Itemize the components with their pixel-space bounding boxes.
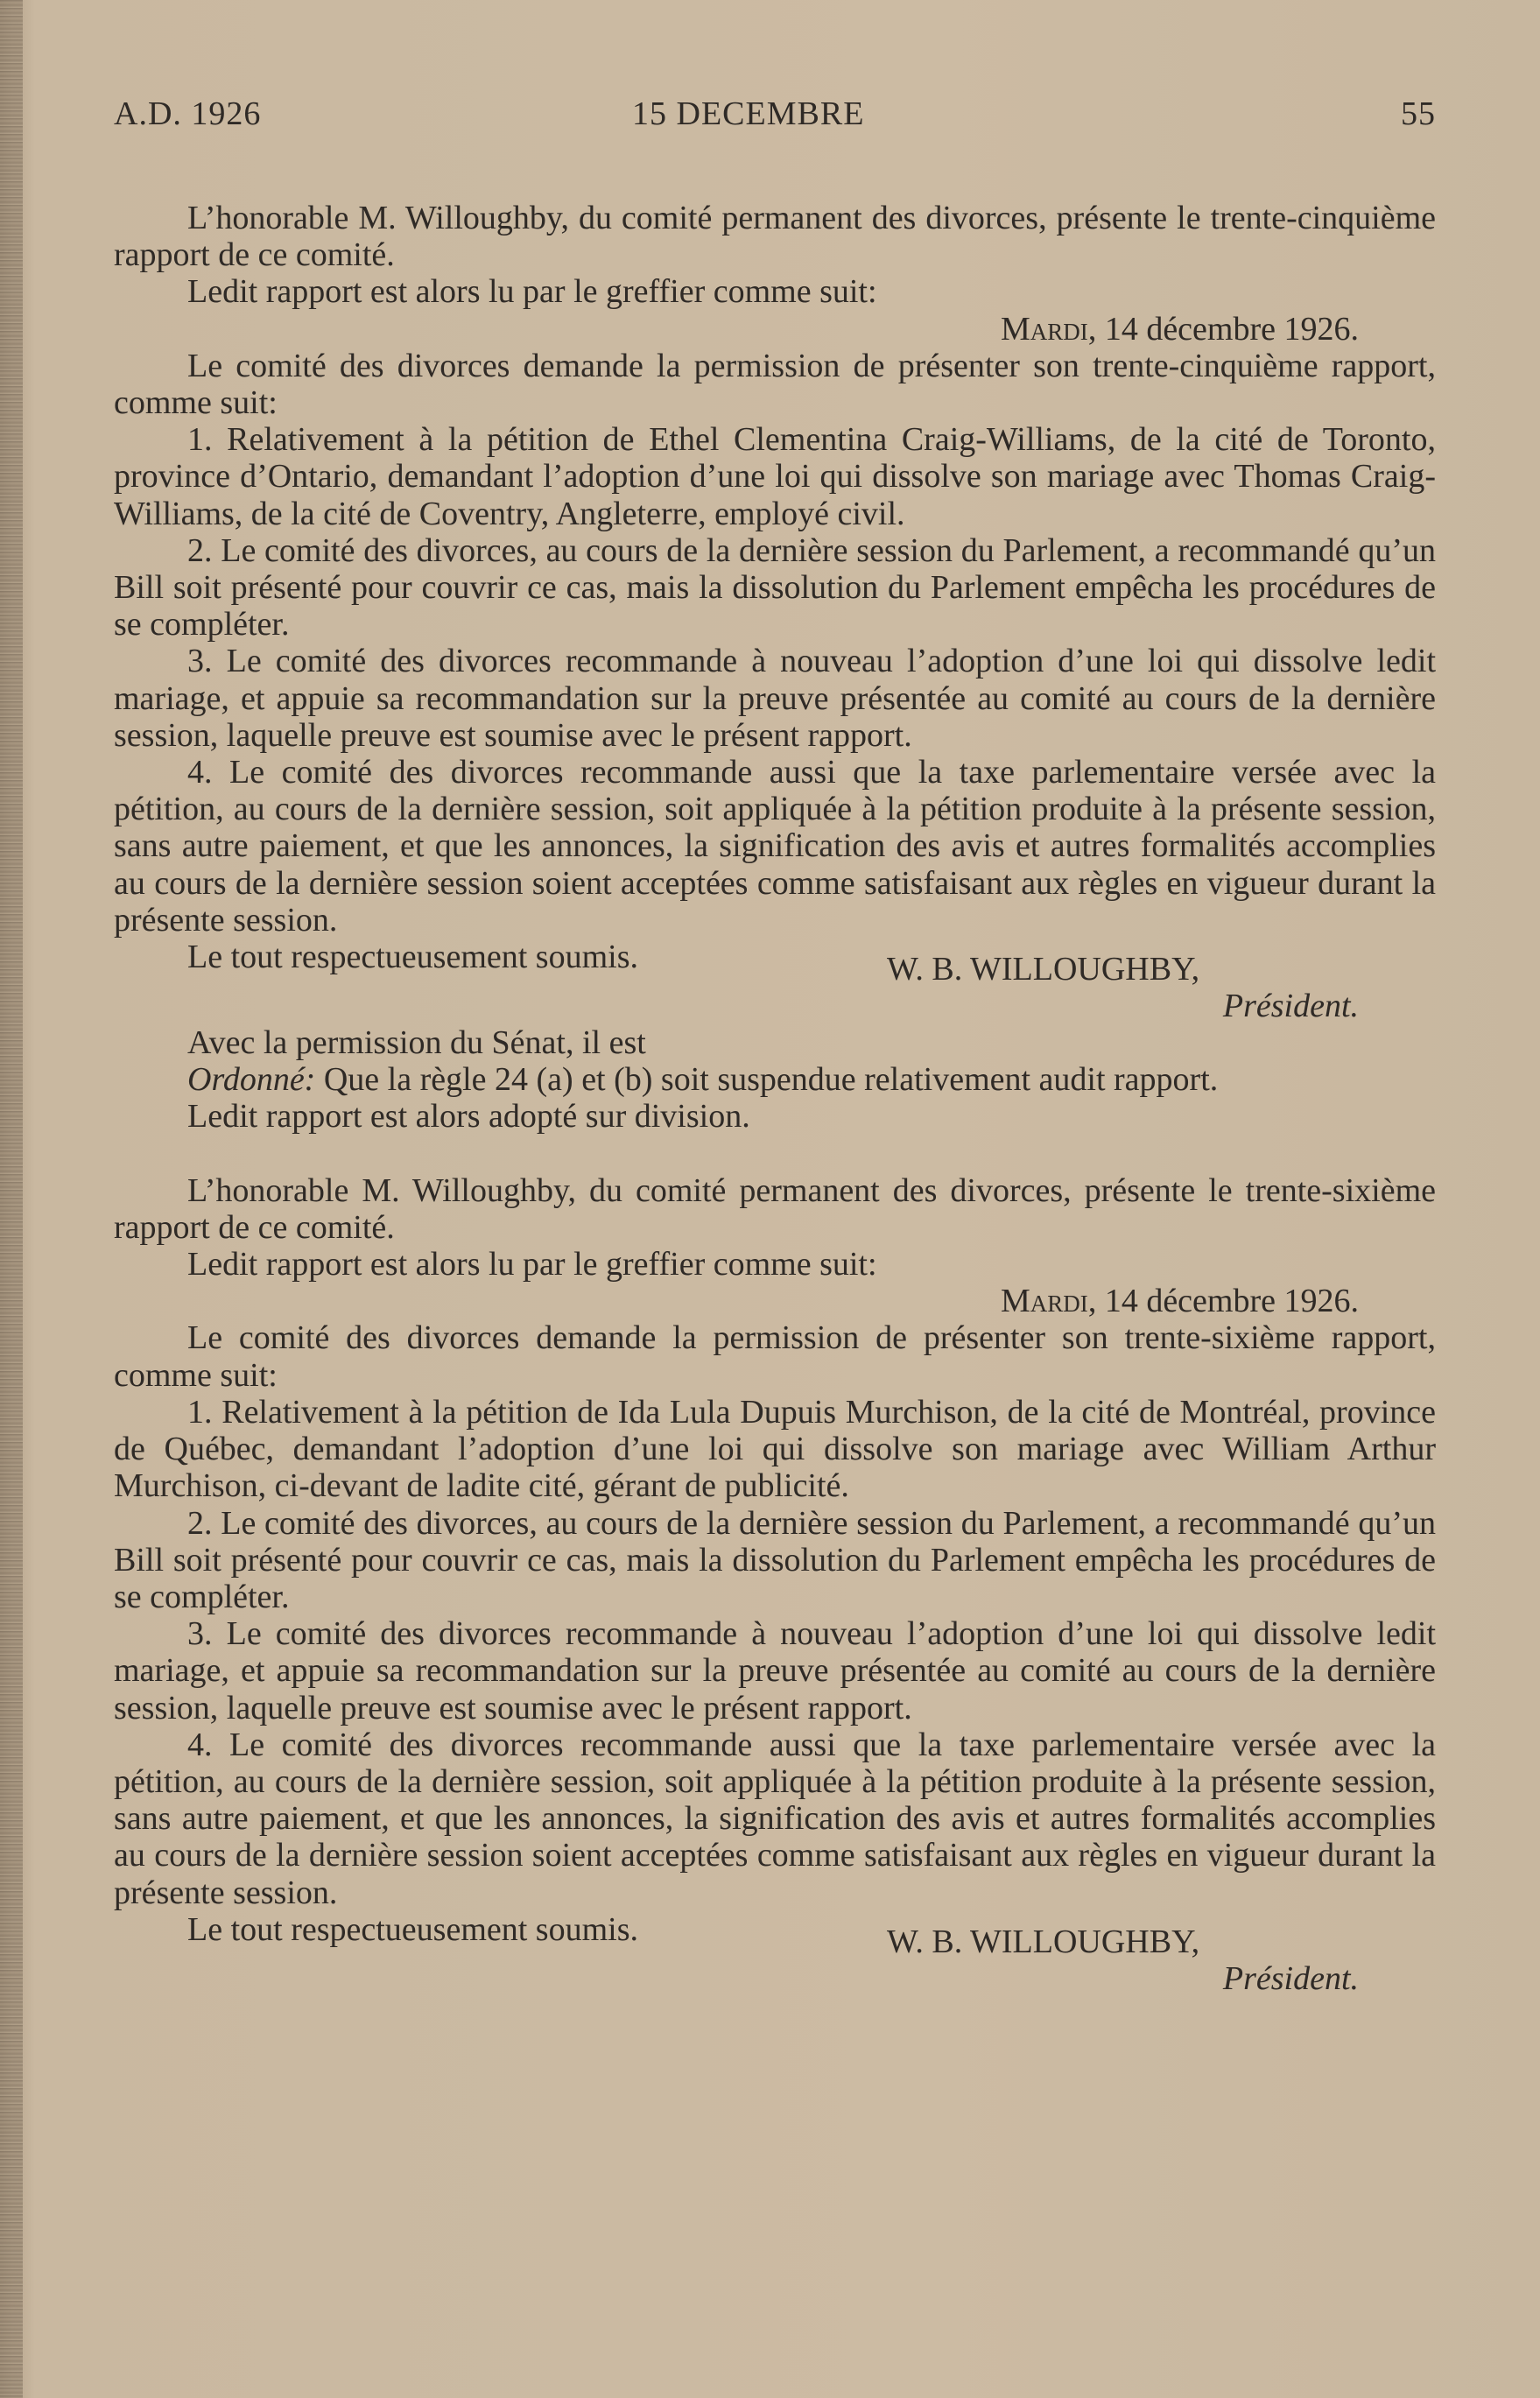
report1-item-2: 2. Le comité des divorces, au cours de la dernière session du Parlement, a recommandé qu’un Bill soit présenté pour couvrir ce cas, mais la dissolution du Parlement empêcha les procédures de se compléter. xyxy=(114,531,1436,643)
report2-date-day: Mardi xyxy=(1001,1283,1088,1320)
report2-item-1: 1. Relativement à la pétition de Ida Lula Dupuis Murchison, de la cité de Montréal, province de Québec, demandant l’adoption d’une loi qui dissolve son mariage avec William Arthur Murchison, ci-devant de ladite cité, gérant de publicité. xyxy=(114,1393,1436,1505)
report1-request: Le comité des divorces demande la permission de présenter son trente-cinquième rapport, comme suit: xyxy=(114,347,1436,422)
document-body xyxy=(114,200,1436,1997)
report1-item-4: 4. Le comité des divorces recommande aussi que la taxe parlementaire versée avec la pétition, au cours de la dernière session, soit appliquée à la pétition produite à la présente session, sans autre paiement, et que les annonces, la signification des avis et autres formalités accomplies au cours de la dernière session soient acceptées comme satisfaisant aux règles en vigueur durant la présente session. xyxy=(114,754,1436,939)
report1-sign-row xyxy=(114,939,1436,988)
report1-dateline xyxy=(114,311,1436,348)
report2-intro: L’honorable M. Willoughby, du comité permanent des divorces, présente le trente-sixième rapport de ce comité. xyxy=(114,1171,1436,1246)
report1-read: Ledit rapport est alors lu par le greffier comme suit: xyxy=(187,273,877,311)
report1-ordered-text: Que la règle 24 (a) et (b) soit suspendue relativement audit rapport. xyxy=(315,1061,1219,1099)
report1-permission: Avec la permission du Sénat, il est xyxy=(187,1024,646,1062)
report2-item-4: 4. Le comité des divorces recommande aussi que la taxe parlementaire versée avec la pétition, au cours de la dernière session, soit appliquée à la pétition produite à la présente session, sans autre paiement, et que les annonces, la signification des avis et autres formalités accomplies au cours de la dernière session soient acceptées comme satisfaisant aux règles en vigueur durant la présente session. xyxy=(114,1726,1436,1911)
report1-signer-title: Président. xyxy=(1222,988,1359,1025)
report1-order xyxy=(114,1061,1436,1098)
report1-adopted: Ledit rapport est alors adopté sur division. xyxy=(187,1098,750,1136)
report1-submitted: Le tout respectueusement soumis. xyxy=(187,939,638,976)
page-header xyxy=(114,95,1436,133)
report1-item-3: 3. Le comité des divorces recommande à nouveau l’adoption d’une loi qui dissolve ledit mariage, et appuie sa recommandation sur la preuve présentée au comité au cours de la dernière session, laquelle preuve est soumise avec le présent rapport. xyxy=(114,643,1436,754)
section-gap xyxy=(114,1136,1436,1172)
report2-request: Le comité des divorces demande la permission de présenter son trente-sixième rapport, comme suit: xyxy=(114,1319,1436,1394)
report2-dateline xyxy=(114,1283,1436,1319)
report2-signer-title: Président. xyxy=(1222,1959,1359,1997)
report1-signature: W. B. WILLOUGHBY, xyxy=(887,951,1200,988)
report1-date-day: Mardi xyxy=(1001,310,1088,348)
report2-submitted: Le tout respectueusement soumis. xyxy=(187,1910,638,1948)
report1-item-1: 1. Relativement à la pétition de Ethel Clementina Craig-Williams, de la cité de Toronto, province d’Ontario, demandant l’adoption d’une loi qui dissolve son mariage avec Thomas Craig-Williams, de la cité de Coventry, Angleterre, employé civil. xyxy=(114,421,1436,532)
report2-item-2: 2. Le comité des divorces, au cours de la dernière session du Parlement, a recommandé qu’un Bill soit présenté pour couvrir ce cas, mais la dissolution du Parlement empêcha les procédures de se compléter. xyxy=(114,1504,1436,1615)
report1-ordered-label: Ordonné: xyxy=(187,1061,316,1099)
report2-signature: W. B. WILLOUGHBY, xyxy=(887,1923,1200,1960)
page-number: 55 xyxy=(1401,95,1436,132)
report2-sign-row xyxy=(114,1910,1436,1960)
header-year: A.D. 1926 xyxy=(114,95,262,132)
report1-intro: L’honorable M. Willoughby, du comité permanent des divorces, présente le trente-cinquième rapport de ce comité. xyxy=(114,200,1436,274)
report1-date-rest: , 14 décembre 1926. xyxy=(1087,310,1359,348)
report2-read: Ledit rapport est alors lu par le greffier comme suit: xyxy=(187,1246,877,1283)
report2-item-3: 3. Le comité des divorces recommande à nouveau l’adoption d’une loi qui dissolve ledit mariage, et appuie sa recommandation sur la preuve présentée au comité au cours de la dernière session, laquelle preuve est soumise avec le présent rapport. xyxy=(114,1615,1436,1726)
header-date: 15 DECEMBRE xyxy=(632,95,865,132)
page-binding-edge xyxy=(0,0,23,2398)
report2-date-rest: , 14 décembre 1926. xyxy=(1087,1283,1359,1320)
